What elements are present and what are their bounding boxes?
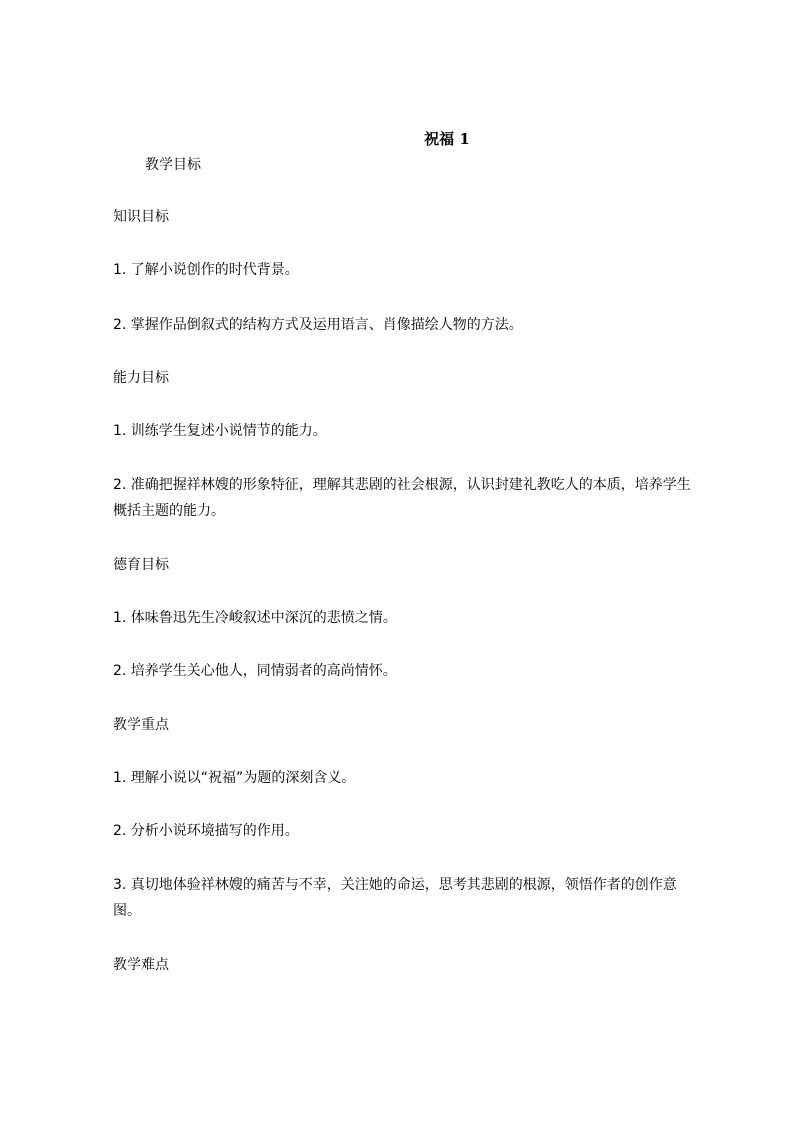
- section-heading-teaching-goals: 教学目标: [145, 157, 201, 173]
- knowledge-goal-1: 1. 了解小说创作的时代背景。: [113, 262, 299, 278]
- document-title: 祝福 1: [424, 130, 470, 148]
- ability-goal-2: 2. 准确把握祥林嫂的形象特征，理解其悲剧的社会根源，认识封建礼教吃人的本质，培养学生概括主题的能力。: [113, 477, 691, 519]
- ability-goal-1: 1. 训练学生复述小说情节的能力。: [113, 423, 327, 439]
- key-point-3: 3. 真切地体验祥林嫂的痛苦与不幸，关注她的命运，思考其悲剧的根源，领悟作者的创作意图。: [113, 877, 677, 919]
- key-point-2: 2. 分析小说环境描写的作用。: [113, 823, 299, 839]
- moral-goal-1: 1. 体味鲁迅先生冷峻叙述中深沉的悲愤之情。: [113, 610, 397, 626]
- section-heading-key-points: 教学重点: [113, 717, 169, 733]
- section-heading-difficulties: 教学难点: [113, 957, 169, 973]
- knowledge-goal-2: 2. 掌握作品倒叙式的结构方式及运用语言、肖像描绘人物的方法。: [113, 317, 523, 333]
- subheading-knowledge-goals: 知识目标: [113, 209, 169, 225]
- subheading-ability-goals: 能力目标: [113, 370, 169, 386]
- key-point-1: 1. 理解小说以“祝福”为题的深刻含义。: [113, 770, 356, 786]
- subheading-moral-goals: 德育目标: [113, 557, 169, 573]
- moral-goal-2: 2. 培养学生关心他人，同情弱者的高尚情怀。: [113, 663, 397, 679]
